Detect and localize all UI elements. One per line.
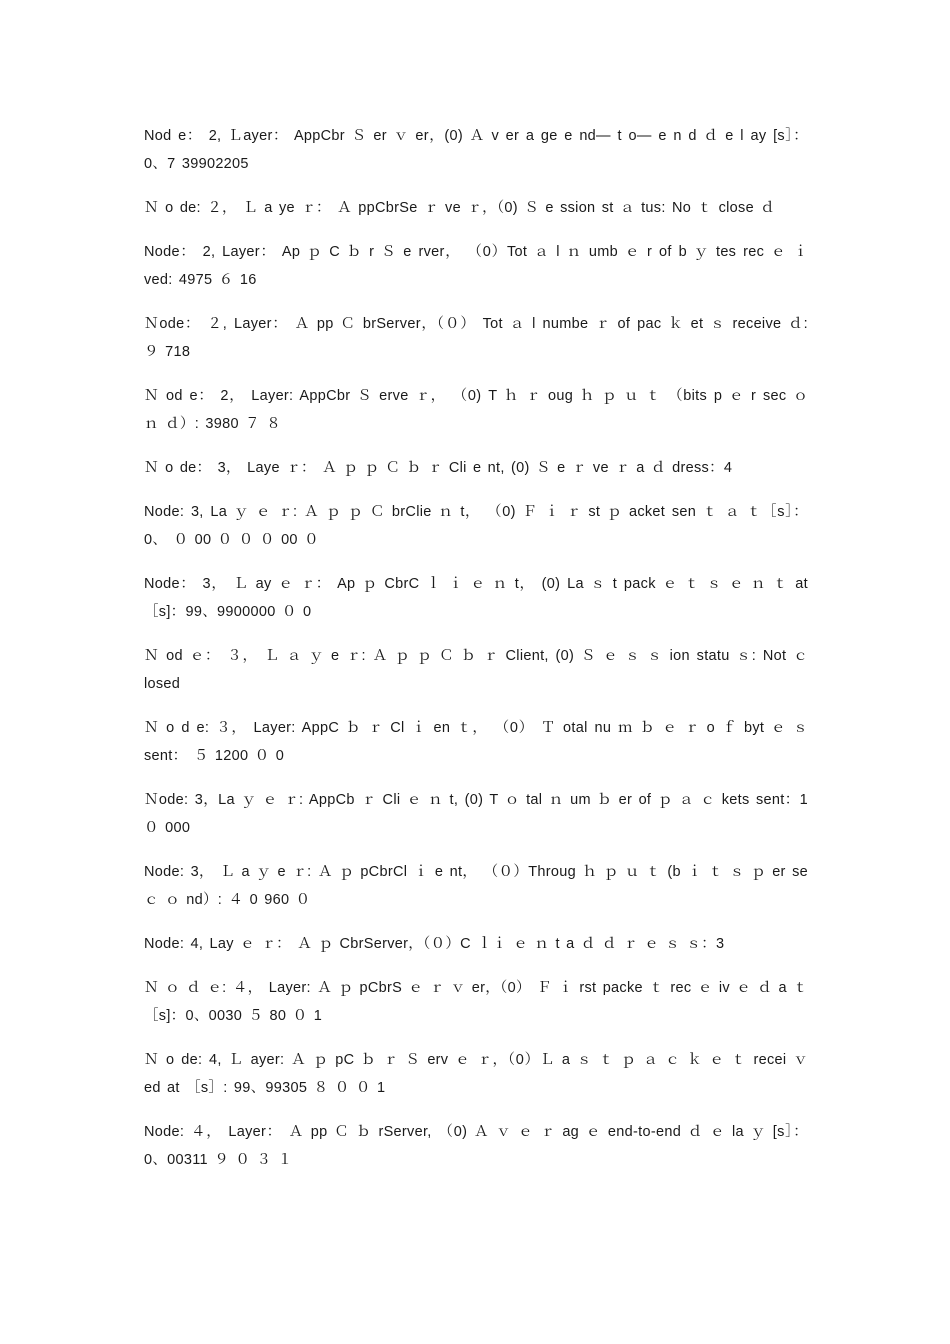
log-line: Node: 4, Lay ｅ ｒ： Ａ ｐ CbrServer，（０）C ｌｉ ｅ ｎ t a ｄ ｄ ｒ ｅ ｓ ｓ：3 bbox=[144, 936, 725, 952]
log-line: Ｎ o de: 4, Ｌ ayer: Ａ ｐ pC ｂ ｒ Ｓ erv ｅ ｒ，（0）Ｌ a ｓ ｔ ｐ ａ ｃ ｋ ｅ ｔ recei ｖ ed at ［s］: 99、99305 ８ ０ ０ 1 bbox=[144, 1052, 808, 1096]
log-line: Ｎode： ２, Layer： Ａ pp Ｃ brServer，（０） Tot ａ l numbe ｒ of pac ｋ et ｓ receive ｄ: ９ 718 bbox=[144, 316, 808, 360]
log-line: Ｎ o de: ２， Ｌ a ye ｒ： Ａ ppCbrSe ｒ ve ｒ，（0) Ｓ e ssion st ａ tus: No ｔ close ｄ bbox=[144, 200, 776, 216]
log-line: Node: 3， Ｌ a ｙ e ｒ: Ａ ｐ pCbrCl ｉ e nt， （０）Throug ｈ ｐ ｕ ｔ (b ｉ ｔ ｓ ｐ er se ｃ ｏ nd）: ４ 0 960 ０ bbox=[144, 864, 808, 908]
log-line: Ｎ od ｅ： ３， Ｌ ａ ｙ e ｒ: Ａ ｐ ｐ Ｃ ｂ ｒ Client, (0) Ｓ ｅ ｓ ｓ ion statu ｓ: Not ｃ losed bbox=[144, 648, 808, 692]
log-line: Ｎ o d e: ３， Layer: AppC ｂ ｒ Cl ｉ en ｔ， （0） Ｔ otal nu ｍ ｂ ｅ ｒ o ｆ byt ｅ ｓ sent： ５ 1200 ０ 0 bbox=[144, 720, 808, 764]
log-line: Nod e： 2, Ｌayer： AppCbr Ｓ er ｖ er，(0) Ａ v er a ge e nd— t o— e n d ｄ e l ay [s］：0、7 39902205 bbox=[144, 128, 808, 172]
log-line: Ｎode: 3，La ｙ ｅ ｒ: AppCb ｒ Cli ｅ ｎ t, (0) T ｏ tal ｎ um ｂ er of ｐ ａ ｃ kets sent：1 ０ 000 bbox=[144, 792, 808, 836]
log-line: Ｎ ｏ ｄ ｅ: ４， Layer: Ａ ｐ pCbrS ｅ ｒ ｖ er，（0） Ｆ ｉ rst packe ｔ rec ｅ iv ｅ ｄ a ｔ ［s]：0、0030 ５ 80 ０ 1 bbox=[144, 980, 808, 1024]
log-line: Node: 3, La ｙ ｅ ｒ: Ａ ｐ ｐ Ｃ brClie ｎ t， （0) Ｆ ｉ ｒ st ｐ acket sen ｔ ａ ｔ［s］：0、 ０ 00 ０ ０ ０ 00 ０ bbox=[144, 504, 808, 548]
log-line: Node： 3， Ｌ ay ｅ ｒ： Ap ｐ CbrC ｌ ｉ ｅ ｎ t， (0) La ｓ t pack ｅ ｔ ｓ ｅ ｎ ｔ at ［s]：99、9900000 ０ 0 bbox=[144, 576, 808, 620]
document-body bbox=[144, 122, 808, 1190]
log-line: Ｎ od e： 2， Layer: AppCbr Ｓ erve ｒ， （0) T ｈ ｒ oug ｈ ｐ ｕ ｔ （bits p ｅ r sec ｏ ｎ ｄ）: 3980 ７ ８ bbox=[144, 388, 808, 432]
log-line: Ｎ o de： 3， Laye ｒ： Ａ ｐ ｐ Ｃ ｂ ｒ Cli e nt, (0) Ｓ e ｒ ve ｒ a ｄ dress：4 bbox=[144, 460, 733, 476]
log-line: Node： 2, Layer： Ap ｐ C ｂ r Ｓ e rver， （0）Tot ａ l ｎ umb ｅ r of b ｙ tes rec ｅ ｉ ved: 4975 ６ 16 bbox=[144, 244, 808, 288]
log-line: Node: ４， Layer： Ａ pp Ｃ ｂ rServer, （0) Ａ ｖ ｅ ｒ ag ｅ end-to-end ｄ ｅ la ｙ [s］：0、00311 ９ ０ ３ １ bbox=[144, 1124, 808, 1168]
